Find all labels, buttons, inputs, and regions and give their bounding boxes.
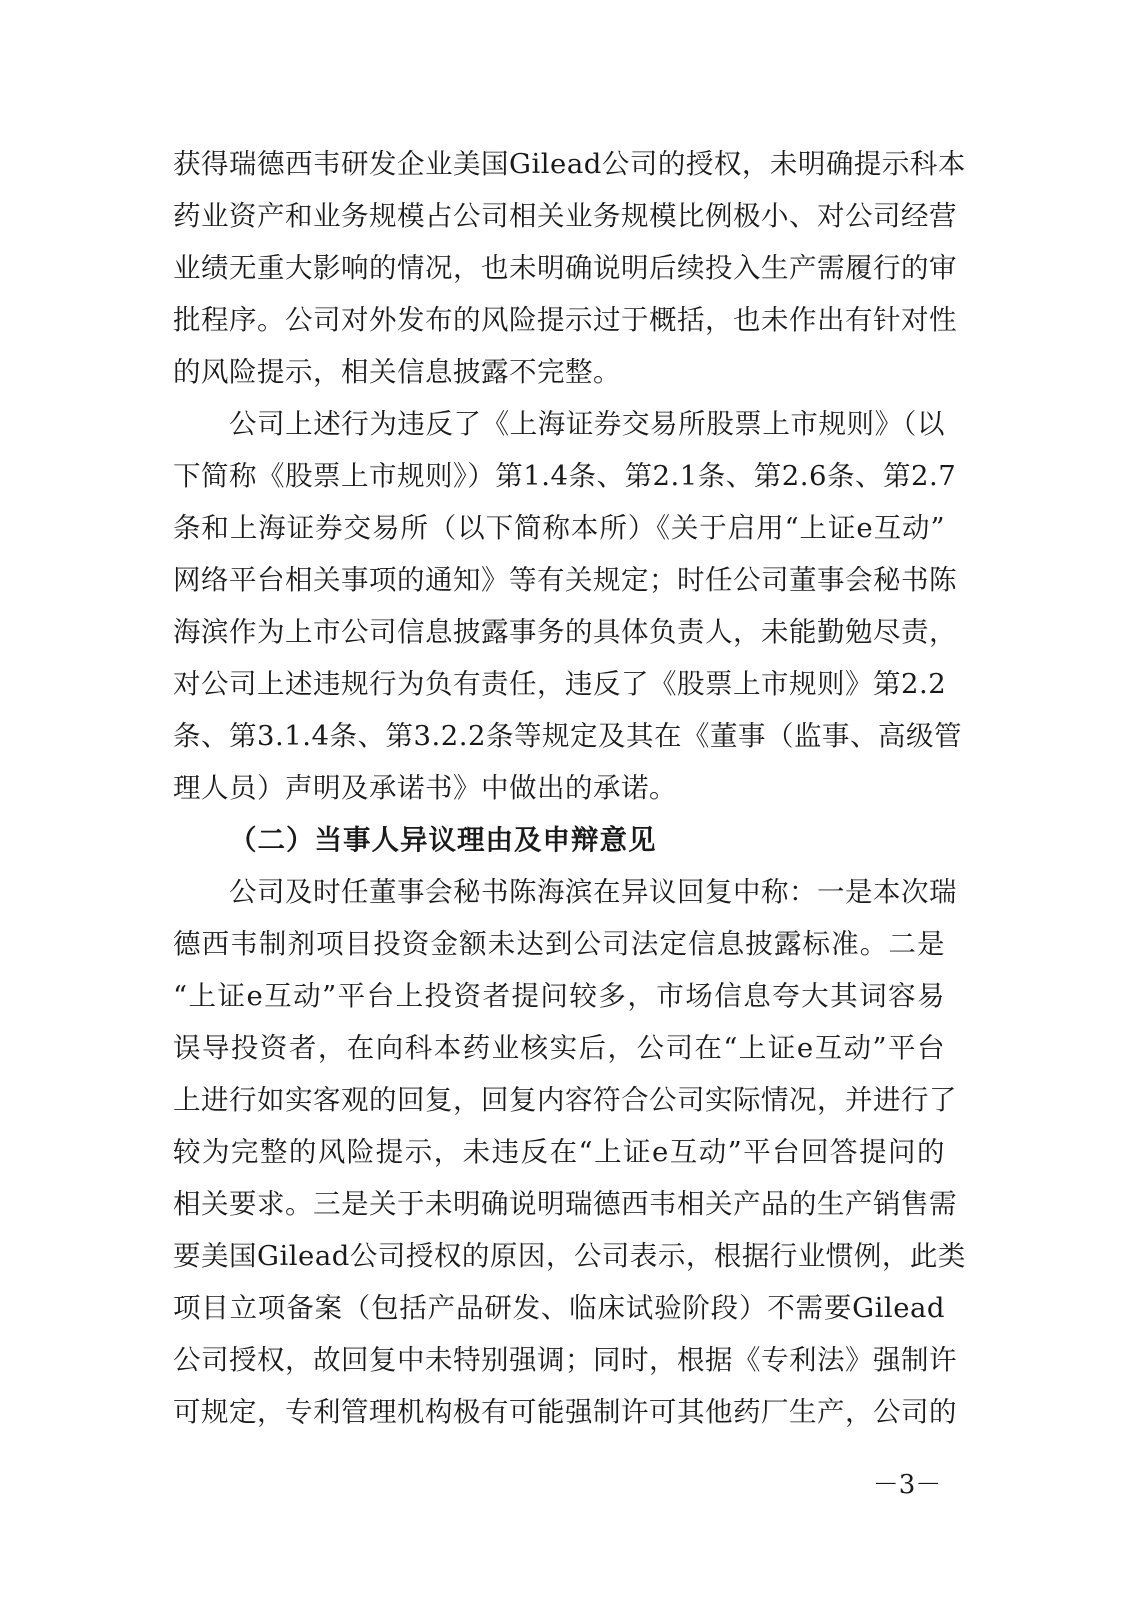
text-line: 误导投资者，在向科本药业核实后，公司在“上证e互动”平台	[173, 1032, 945, 1064]
page-number: －3－	[872, 1470, 942, 1500]
text-line: 相关要求。三是关于未明确说明瑞德西韦相关产品的生产销售需	[173, 1188, 957, 1220]
section-heading: （二）当事人异议理由及申辩意见	[229, 824, 657, 856]
text-line: 较为完整的风险提示，未违反在“上证e互动”平台回答提问的	[173, 1136, 945, 1168]
text-line: 下简称《股票上市规则》）第1.4条、第2.1条、第2.6条、第2.7	[173, 460, 957, 492]
text-line: 对公司上述违规行为负有责任，违反了《股票上市规则》第2.2	[173, 668, 947, 700]
text-line: “上证e互动”平台上投资者提问较多，市场信息夸大其词容易	[173, 980, 945, 1012]
text-line: 要美国Gilead公司授权的原因，公司表示，根据行业惯例，此类	[173, 1240, 966, 1272]
text-line: 海滨作为上市公司信息披露事务的具体负责人，未能勤勉尽责，	[173, 616, 957, 648]
text-line: 条、第3.1.4条、第3.2.2条等规定及其在《董事（监事、高级管	[173, 720, 962, 752]
text-line: 业绩无重大影响的情况，也未明确说明后续投入生产需履行的审	[173, 252, 957, 284]
text-line: 理人员）声明及承诺书》中做出的承诺。	[173, 772, 677, 804]
text-line: 网络平台相关事项的通知》等有关规定；时任公司董事会秘书陈	[173, 564, 957, 596]
text-line: 公司授权，故回复中未特别强调；同时，根据《专利法》强制许	[173, 1344, 957, 1376]
paragraph-first-line: 公司上述行为违反了《上海证券交易所股票上市规则》（以	[229, 408, 945, 440]
text-line: 德西韦制剂项目投资金额未达到公司法定信息披露标准。二是	[173, 928, 945, 960]
text-line: 项目立项备案（包括产品研发、临床试验阶段）不需要Gilead	[173, 1292, 945, 1324]
text-line: 药业资产和业务规模占公司相关业务规模比例极小、对公司经营	[173, 200, 957, 232]
text-line: 条和上海证券交易所（以下简称本所）《关于启用“上证e互动”	[173, 512, 945, 544]
paragraph-first-line: 公司及时任董事会秘书陈海滨在异议回复中称：一是本次瑞	[229, 876, 957, 908]
text-line: 的风险提示，相关信息披露不完整。	[173, 356, 621, 388]
text-line: 可规定，专利管理机构极有可能强制许可其他药厂生产，公司的	[173, 1396, 957, 1428]
text-line: 批程序。公司对外发布的风险提示过于概括，也未作出有针对性	[173, 304, 957, 336]
text-line: 上进行如实客观的回复，回复内容符合公司实际情况，并进行了	[173, 1084, 957, 1116]
text-line: 获得瑞德西韦研发企业美国Gilead公司的授权，未明确提示科本	[173, 148, 966, 180]
